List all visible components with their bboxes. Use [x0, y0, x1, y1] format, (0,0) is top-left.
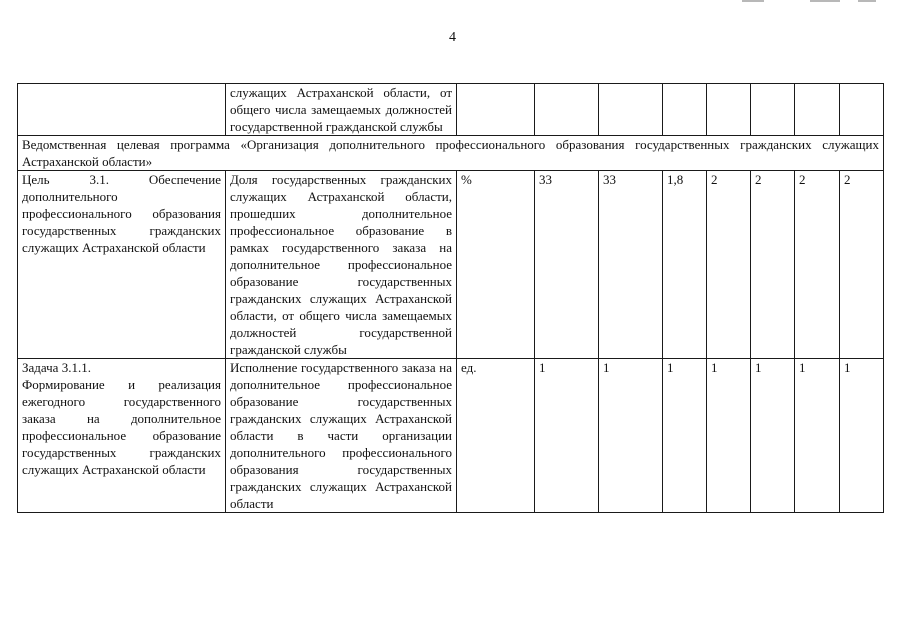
value-cell: 1	[795, 359, 840, 513]
indicator-cell: Исполнение государственного заказа на дополнительное профессиональное образование государственных гражданских служащих Астраханской области в части организации дополнительного профессионального образования государственных гражданских служащих Астраханской области	[226, 359, 457, 513]
value-cell: 1	[599, 359, 663, 513]
scan-artifact	[810, 0, 840, 2]
table-row-goal	[18, 171, 884, 359]
table-row-continuation	[18, 84, 884, 136]
value-cell-empty	[840, 84, 884, 136]
value-cell: 1	[840, 359, 884, 513]
value-cell: 1,8	[663, 171, 707, 359]
value-cell-empty	[535, 84, 599, 136]
value-cell: 1	[535, 359, 599, 513]
value-cell: 1	[751, 359, 795, 513]
page-number: 4	[449, 30, 456, 45]
table-row-task	[18, 359, 884, 513]
goal-cell: Цель 3.1. Обеспечение дополнительного профессионального образования государственных гражданских служащих Астраханской области	[18, 171, 226, 359]
value-cell: 2	[795, 171, 840, 359]
value-cell: 33	[599, 171, 663, 359]
value-cell: 2	[840, 171, 884, 359]
value-cell: 1	[707, 359, 751, 513]
value-cell-empty	[751, 84, 795, 136]
task-cell	[18, 359, 226, 513]
unit-cell: ед.	[457, 359, 535, 513]
task-label: Задача 3.1.1.	[22, 360, 91, 375]
goal-cell-empty	[18, 84, 226, 136]
value-cell: 33	[535, 171, 599, 359]
value-cell-empty	[795, 84, 840, 136]
scan-artifact	[742, 0, 764, 2]
value-cell-empty	[599, 84, 663, 136]
value-cell-empty	[663, 84, 707, 136]
value-cell: 2	[751, 171, 795, 359]
unit-cell: %	[457, 171, 535, 359]
scan-artifact	[858, 0, 876, 2]
unit-cell-empty	[457, 84, 535, 136]
program-title: Ведомственная целевая программа «Организация дополнительного профессионального образования государственных гражданских служащих Астраханской области»	[18, 136, 884, 171]
value-cell-empty	[707, 84, 751, 136]
value-cell: 1	[663, 359, 707, 513]
table-row-program	[18, 136, 884, 171]
task-text: Формирование и реализация ежегодного государственного заказа на дополнительное профессиональное образование государственных гражданских служащих Астраханской области	[22, 377, 221, 477]
value-cell: 2	[707, 171, 751, 359]
indicators-table	[17, 83, 884, 513]
indicator-cell: служащих Астраханской области, от общего числа замещаемых должностей государственной гражданской службы	[226, 84, 457, 136]
indicator-cell: Доля государственных гражданских служащих Астраханской области, прошедших дополнительное профессиональное образование в рамках государственного заказа на дополнительное профессиональное образование государственных гражданских служащих Астраханской области, от общего числа замещаемых должностей государственной гражданской службы	[226, 171, 457, 359]
